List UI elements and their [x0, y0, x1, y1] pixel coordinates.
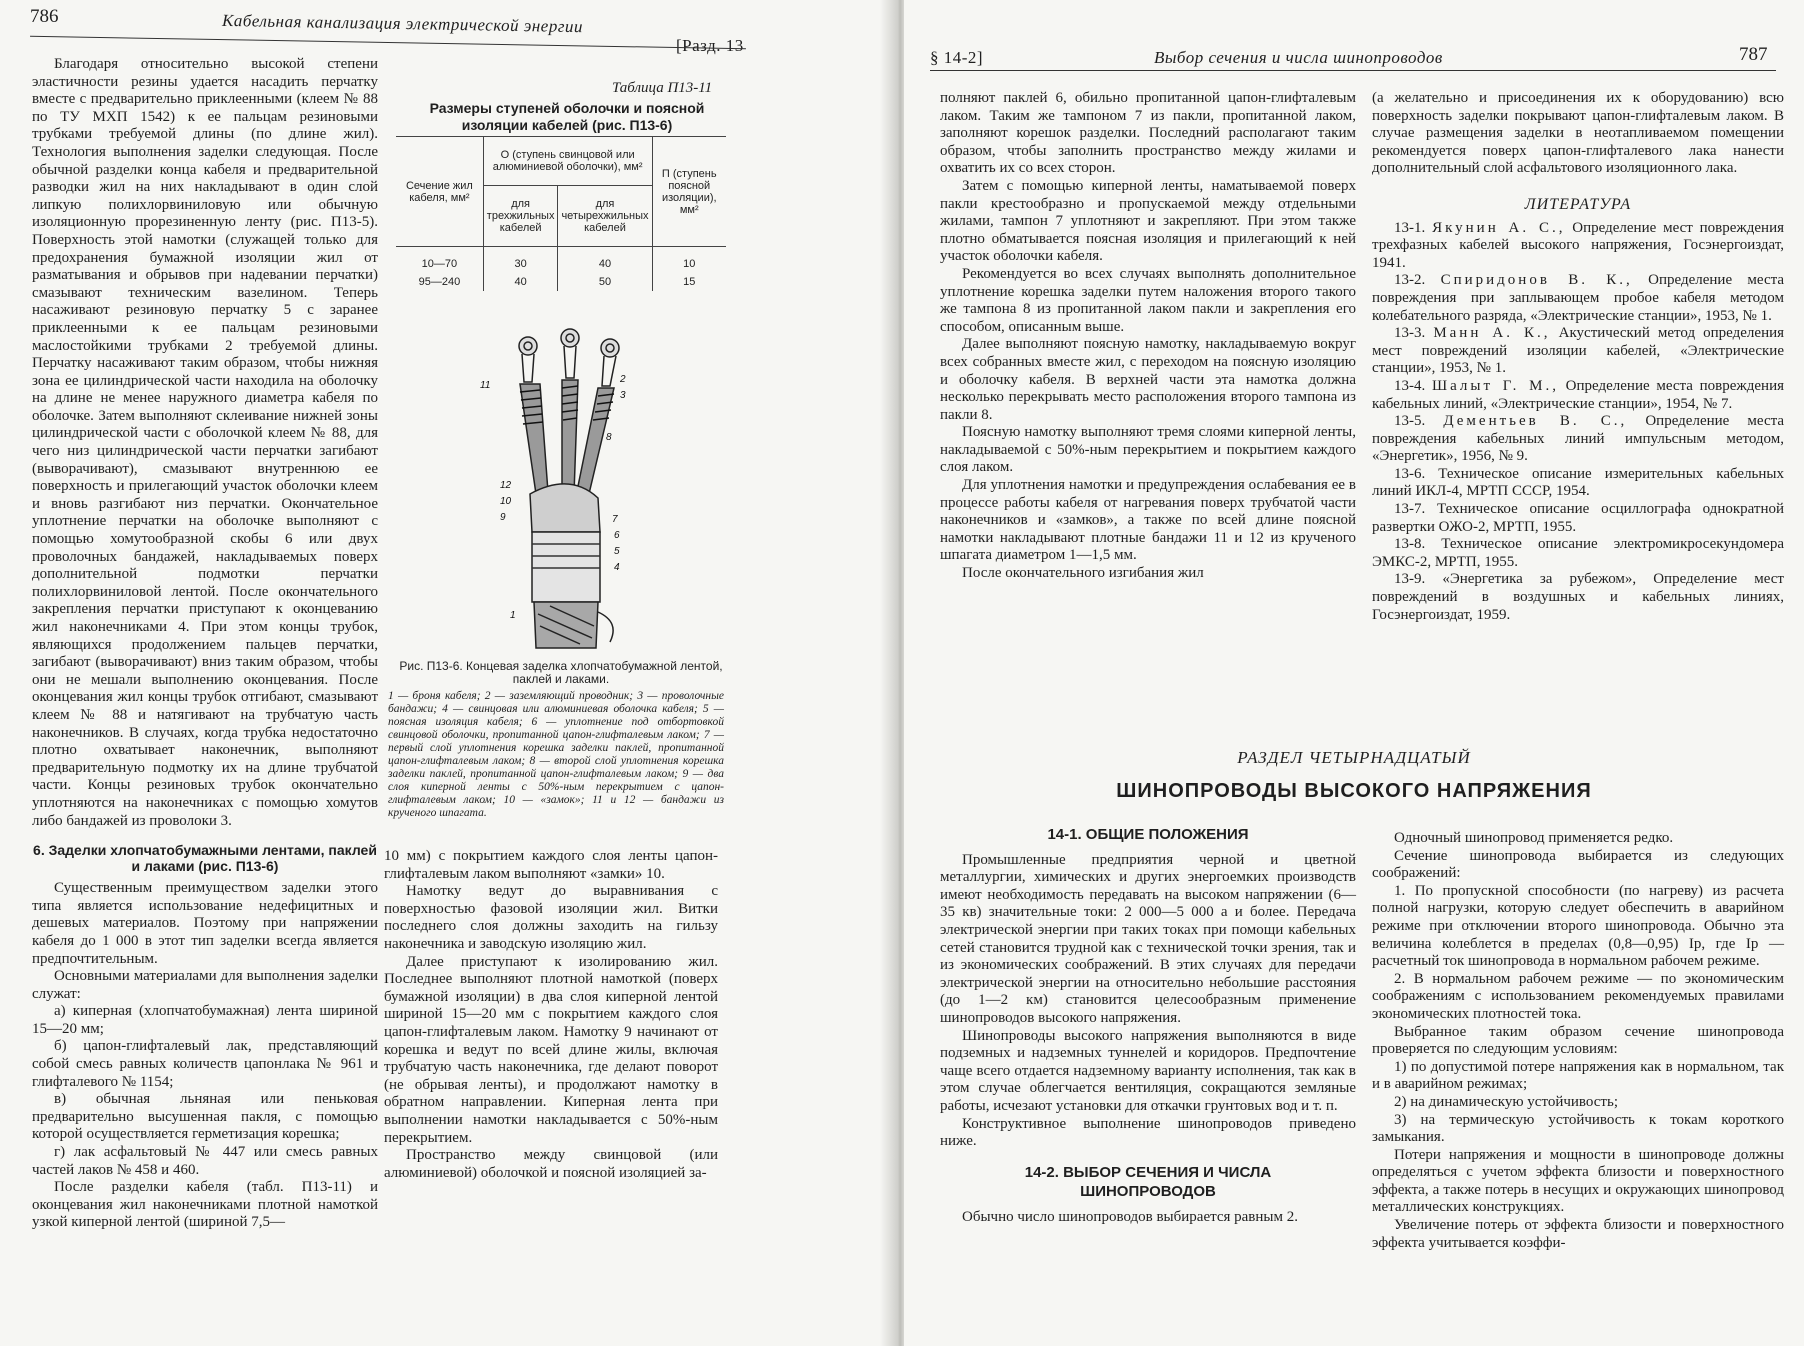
header-rule-left: [30, 36, 746, 49]
list-item: 13-3. Манн А. К., Акустический метод определения мест повреждений изоляции кабелей, «Электрические станции», 1953, № 1.: [1372, 325, 1785, 377]
left-col2: [384, 848, 718, 1182]
paragraph: Увеличение потерь от эффекта близости и поверхностного эффекта учитывается коэффи-: [1372, 1217, 1784, 1251]
table-row: 10—70 30 40 10: [396, 247, 726, 274]
list-item: 2. В нормальном рабочем режиме — по экономическим соображениям с использованием рекомендуемых правилами экономических плотностей тока.: [1372, 970, 1784, 1022]
callout-label: 10: [500, 496, 512, 507]
right-col1: [940, 90, 1356, 583]
list-item: 13-4. Шалыт Г. М., Определение места повреждения кабельных линий, «Электрические станции», 1954, № 7.: [1372, 377, 1784, 412]
callout-label: 6: [614, 530, 620, 541]
table-header-o: О (ступень свинцовой или алюминиевой оболочки), мм²: [483, 137, 652, 186]
part-title: ШИНОПРОВОДЫ ВЫСОКОГО НАПРЯЖЕНИЯ: [1116, 780, 1592, 802]
running-head-left: Кабельная канализация электрической энергии: [221, 10, 584, 37]
list-item: 13-8. Техническое описание электромикросекундомера ЭМКС-2, МРТП, 1955.: [1372, 536, 1784, 570]
figure-legend: 1 — броня кабеля; 2 — заземляющий проводник; 3 — проволочные бандажи; 4 — свинцовая или алюминиевая оболочка кабеля; 5 — поясная изоляция кабеля; 6 — уплотнение под отбортовкой свинцовой оболочки, пропитанной цапон-глифталевым лаком; 7 — первый слой уплотнения корешка заделки паклей, пропитанной цапон-глифталевым лаком; 8 — второй слой уплотнения корешка заделки паклей, пропитанной цапон-глифталевым лаком; 9 — два слоя киперной ленты с 50%-ным перекрытием с цапон-глифталевым лаком; 10 — «замок»; 11 и 12 — бандажи из крученого шпагата.: [388, 690, 724, 819]
running-head-right: Выбор сечения и числа шинопроводов: [1154, 48, 1443, 67]
paragraph: Одночный шинопровод применяется редко.: [1394, 830, 1674, 846]
literature-list: [1372, 220, 1784, 625]
list-item: 13-6. Техническое описание измерительных кабельных линий ИКЛ-4, МРТП СССР, 1954.: [1372, 465, 1785, 500]
cable-termination-drawing: [470, 322, 670, 652]
table-header-four-core: для четырехжильных кабелей: [558, 186, 652, 247]
table-header-three-core: для трехжильных кабелей: [483, 186, 558, 247]
table-header-section: Сечение жил кабеля, мм²: [396, 137, 483, 247]
paragraph: Выбранное таким образом сечение шинопровода проверяется по следующим условиям:: [1372, 1023, 1784, 1058]
list-item: 3) на термическую устойчивость к токам короткого замыкания.: [1372, 1111, 1784, 1146]
paragraph: Затем с помощью киперной ленты, наматываемой поверх пакли крестообразно и пропускаемой между отдельными жилами, тампон 7 уплотняют и закрепляют. При этом также плотно обматывается поясная изоляция и прилегающий к ней участок оболочки кабеля.: [940, 177, 1356, 265]
figure-cable-termination: [470, 322, 670, 652]
literature-title: ЛИТЕРАТУРА: [1524, 195, 1632, 213]
callout-label: 8: [606, 432, 612, 443]
callout-label: 2: [620, 374, 626, 385]
header-rule-right: [930, 70, 1776, 71]
paragraph: Пространство между свинцовой (или алюминиевой) оболочкой и поясной изоляцией за-: [384, 1147, 718, 1181]
paragraph: После разделки кабеля (табл. П13-11) и оконцевания жил наконечниками плотной намоткой узкой киперной лентой (шириной 7,5—: [32, 1179, 378, 1231]
list-item: 2) на динамическую устойчивость;: [1394, 1093, 1618, 1110]
paragraph: Промышленные предприятия черной и цветной металлургии, химических и других энергоемких производств имеют необходимость передавать на высоком напряжении (6—35 кв) значительные токи: 2 000—5 000 а и более. Передача электрической энергии при таких токах при помощи кабельных сетей становится трудной как с технической точки зрения, так и из экономических соображений. В этих случаях для передачи электрической энергии на относительно небольшие расстояния (до 1—2 км) становится целесообразным применение шинопроводов высокого напряжения.: [940, 851, 1356, 1026]
section-ref-right: § 14-2]: [930, 48, 984, 67]
section-14-1-heading: 14-1. ОБЩИЕ ПОЛОЖЕНИЯ: [1047, 826, 1249, 843]
table-row: 95—240 40 50 15: [396, 273, 726, 291]
callout-label: 11: [480, 380, 491, 391]
list-item: в) обычная льняная или пеньковая предварительно высушенная пакля, с помощью которой осуществляется герметизация корешка;: [32, 1091, 378, 1143]
paragraph: Намотку ведут до выравнивания с поверхностью фазовой изоляции жил. Витки последнего слоя должны заходить на гильзу наконечника и заводскую изоляцию жил.: [384, 883, 718, 952]
paragraph: Основными материалами для выполнения заделки служат:: [32, 968, 378, 1002]
callout-label: 1: [510, 610, 516, 621]
paragraph: Для уплотнения намотки и предупреждения ослабевания ее в процессе работы кабеля от нагревания поверх трубчатой части наконечников и «замков», а также по всей длине поясной намотки накладывают плотные бандажи 11 и 12 из крученого шпагата диаметром 1—1,5 мм.: [940, 477, 1356, 564]
right-col2: [1372, 90, 1784, 624]
paragraph: Поясную намотку выполняют тремя слоями киперной ленты, накладываемой с 50%-ным перекрытием и покрытием каждого слоя лаком.: [940, 424, 1356, 476]
page-number-left: 786: [30, 6, 59, 27]
section-6-heading: 6. Заделки хлопчатобумажными лентами, паклей и лаками (рис. П13-6): [33, 842, 377, 875]
right-col4: [1372, 830, 1784, 1252]
list-item: 13-7. Техническое описание осциллографа однократной развертки ОЖО-2, МРТП, 1955.: [1372, 501, 1785, 535]
figure-caption: Рис. П13-6. Концевая заделка хлопчатобумажной лентой, паклей и лаками.: [399, 659, 723, 686]
paragraph: полняют паклей 6, обильно пропитанной цапон-глифталевым лаком. Таким же тампоном 7 из пакли, пропитанной лаком, заполняют корешок разделки. Последний располагают таким образом, чтобы заполнить пространство между жилами и охватить их со всех сторон.: [940, 90, 1356, 177]
paragraph: Потери напряжения и мощности в шинопроводе должны определяться с учетом эффекта близости и поверхностного эффекта, а также потерь в несущих и окружающих шинопровод металлических конструкциях.: [1372, 1146, 1784, 1216]
paragraph: Далее выполняют поясную намотку, накладываемую вокруг всех собранных вместе жил, с переходом на поясную изоляцию и оболочку кабеля. В верхней части эта намотка должна несколько перекрывать место расположения второго тампона из пакли 8.: [940, 336, 1356, 423]
paragraph: (а желательно и присоединения их к оборудованию) всю поверхность заделки покрывают цапон-глифталевым лаком. В случае размещения заделки в неотапливаемом помещении рекомендуется поверх цапон-глифталевого лака нанести дополнительный слой асфальтового изоляционного лака.: [1372, 90, 1784, 177]
paragraph: Конструктивное выполнение шинопроводов приведено ниже.: [940, 1115, 1356, 1150]
callout-label: 5: [614, 546, 620, 557]
left-page: [0, 0, 898, 1346]
list-item: г) лак асфальтовый № 447 или смесь равных частей лаков № 458 и 460.: [32, 1144, 378, 1178]
list-item: б) цапон-глифталевый лак, представляющий собой смесь равных количеств цапонлака № 961 и глифталевого № 1154;: [32, 1038, 378, 1090]
table-title: Размеры ступеней оболочки и поясной изоляции кабелей (рис. П13-6): [429, 100, 705, 133]
list-item: 13-5. Дементьев В. С., Определение места повреждения кабельных линий импульсным методом, «Энергетик», 1956, № 9.: [1372, 413, 1784, 465]
paragraph: Шинопроводы высокого напряжения выполняются в виде подземных и надземных туннелей и коридоров. Предпочтение чаще всего отдается надземному варианту исполнения, так как в этом случае облегчается вентиляция, сокращаются земляные работы, исчезают установки для откачки грунтовых вод и т. п.: [940, 1027, 1356, 1114]
paragraph: Обычно число шинопроводов выбирается равным 2.: [962, 1208, 1298, 1225]
section-14-2-heading: 14-2. ВЫБОР СЕЧЕНИЯ И ЧИСЛА ШИНОПРОВОДОВ: [1024, 1163, 1272, 1200]
left-col1: [32, 56, 378, 1232]
table-label: Таблица П13-11: [612, 80, 713, 96]
paragraph: Существенным преимуществом заделки этого типа является использование недефицитных и дешевых материалов. Поэтому при напряжении кабеля до 1 000 в этот тип заделки всегда является предпочтительным.: [32, 880, 378, 967]
paragraph: Сечение шинопровода выбирается из следующих соображений:: [1372, 847, 1784, 882]
list-item: 13-2. Спиридонов В. К., Определение места повреждения при заплывающем пробое кабеля методом колебательного разряда, «Электрические станции», 1953, № 1.: [1372, 272, 1785, 324]
list-item: а) киперная (хлопчатобумажная) лента шириной 15—20 мм;: [32, 1003, 378, 1037]
callout-label: 12: [500, 480, 512, 491]
list-item: 1. По пропускной способности (по нагреву) из расчета полной нагрузки, которую следует обеспечить в аварийном режиме при отключении второго шинопровода. Обычно эта величина колеблется в пределах (0,8—0,95) Iр, где Iр — расчетный ток шинопровода в нормальном рабочем режиме.: [1372, 882, 1784, 970]
right-page: [904, 0, 1804, 1346]
list-item: 13-1. Якунин А. С., Определение мест повреждения трехфазных кабелей высокого напряжения, Госэнергоиздат, 1941.: [1372, 219, 1785, 271]
table-p13-11: [396, 136, 726, 291]
list-item: 13-9. «Энергетика за рубежом», Определение мест повреждений в воздушных и кабельных линиях, Госэнергоиздат, 1959.: [1372, 571, 1784, 623]
paragraph: После окончательного изгибания жил: [962, 565, 1204, 582]
paragraph: Далее приступают к изолированию жил. Последнее выполняют плотной намоткой (поверх бумажной изоляции) в два слоя киперной лентой шириной 15—20 мм с покрытием каждого слоя цапон-глифталевым лаком. Намотку 9 начинают от корешка и ведут по всей длине жилы, включая трубчатую часть наконечника, где делают поворот (не обрывая ленты), и продолжают намотку в обратном направлении. Киперная лента при выполнении намотки накладывается с 50%-ным перекрытием.: [384, 953, 718, 1146]
callout-label: 9: [500, 512, 506, 523]
callout-label: 7: [612, 514, 618, 525]
page-number-right: 787: [1739, 44, 1768, 65]
callout-label: 4: [614, 562, 620, 573]
table-header-p: П (ступень поясной изоляции), мм²: [652, 137, 726, 247]
paragraph: Рекомендуется во всех случаях выполнять дополнительное уплотнение корешка заделки путем наложения второго такого же тампона 8 из пропитанной лаком пакли и закрепления его способом, описанным выше.: [940, 265, 1356, 335]
list-item: 1) по допустимой потере напряжения как в нормальном, так и в аварийном режимах;: [1372, 1058, 1784, 1093]
part-label: РАЗДЕЛ ЧЕТЫРНАДЦАТЫЙ: [1237, 748, 1471, 767]
paragraph: Благодаря относительно высокой степени эластичности резины удается насадить перчатку вместе с предварительно приклеенными (клеем № 88 по ТУ МХП 1542) к ее пальцам резиновыми трубками требуемой длины (по длине жил). Технология выполнения заделки следующая. После обычной разделки конца кабеля и предварительной разводки жил на них накладывают в один слой липкую полихлорвиниловую или обычную изоляционную прорезиненную ленту (рис. П13-5). Поверхность этой намотки (служащей только для предохранения бумажной изоляции жил от разматывания и обрывов при надевании перчатки) смазывают техническим вазелином. Теперь насаживают резиновую перчатку 5 с заранее приклеенными к ее пальцам резиновыми маслостойкими трубками 2 требуемой длины. Перчатку насаживают таким образом, чтобы нижняя зона ее цилиндрической части находила на оболочку на длине не менее наружного диаметра кабеля по оболочке. Затем выполняют склеивание нижней зоны цилиндрической части с оболочкой клеем № 88, для чего низ цилиндрической части перчатки загибают (выворачивают), смазывают внутреннюю ее поверхность и прилегающий участок оболочки клеем и вновь разгибают низ перчатки. Окончательное уплотнение перчатки на оболочке выполняют с помощью хомутообразной скобы 6 или двух проволочных бандажей, накладываемых поверх дополнительной подмотки перчатки полихлорвиниловой лентой. После окончательного закрепления перчатки приступают к оконцеванию жил наконечниками 4. При этом концы трубок, являющихся продолжением пальцев перчатки, загибают (выворачивают) вниз таким образом, чтобы они не мешали выполнению оконцевания. После оконцевания жил концы трубок отгибают, смазывают клеем № 88 и натягивают на трубчатую часть наконечников. В случаях, когда трубка недостаточно плотно охватывает наконечник, выполняют предварительную подмотку их на длине трубчатой части. Концы резиновых трубок окончательно уплотняются на наконечниках с помощью хомутов либо бандажей из проволоки 3.: [32, 56, 378, 829]
paragraph: 10 мм) с покрытием каждого слоя ленты цапон-глифталевым лаком выполняют «замки» 10.: [384, 848, 718, 882]
callout-label: 3: [620, 390, 626, 401]
right-col3: [940, 826, 1356, 1226]
section-ref-left: [Разд. 13: [676, 36, 744, 55]
